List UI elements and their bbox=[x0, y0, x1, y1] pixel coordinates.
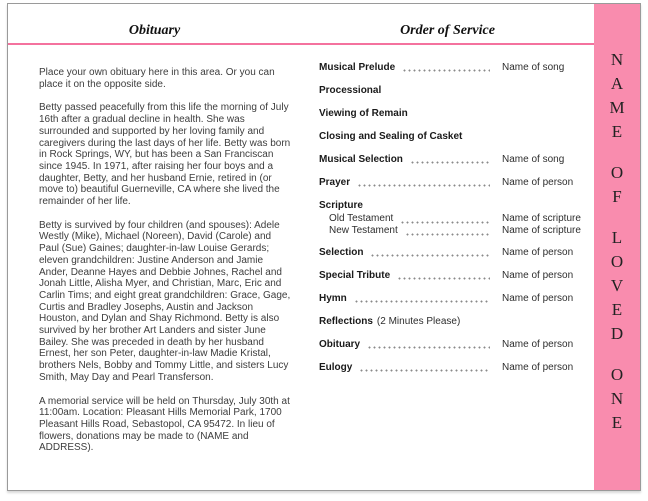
content-row bbox=[8, 45, 594, 490]
service-item-scripture-group bbox=[319, 200, 580, 237]
service-item-label: Selection bbox=[319, 247, 364, 258]
service-item-value: Name of song bbox=[502, 62, 565, 73]
banner-word: NAME bbox=[607, 50, 627, 146]
service-item-prayer bbox=[319, 177, 580, 188]
service-subitem-old-testament bbox=[319, 213, 580, 225]
service-item-value: Name of song bbox=[502, 154, 565, 165]
service-item-viewing-of-remain bbox=[319, 108, 580, 119]
order-of-service-heading: Order of Service bbox=[400, 23, 495, 38]
obituary-paragraph: Betty is survived by four children (and spouses): Adele Westly (Mike), Michael (Noreen), David (Carole) and Paul (Sue) Gaines; daughter-in-law Louise Gerards; eleven grandchildren: Justine Anderson and Jamie Ander, Deanne Hayes and Debbie Johnes, Rachel and Jonah Little, Alisha Myer, and Christian, Marc, Eric and Carlin Tims; and eight great grandchildren: Grace, Gage, Curtis and Bradley Josephs, Austin and Jackson Houston, and Dylan and Shay Richmond. Betty is also survived by her brother Art Landers and sister June Bailey. She was preceded in death by her husband Ernest, her son Peter, daughter-in-law Madie Kristal, brothers Nels, Bobby and Tommy Little, and sisters Lucy Smith, May Day and Pearl Transferson. bbox=[39, 219, 291, 383]
header-row bbox=[8, 4, 594, 45]
name-of-loved-one-banner bbox=[594, 4, 640, 490]
service-item-label: Musical Selection bbox=[319, 154, 403, 165]
dotted-leader bbox=[370, 254, 490, 257]
service-item-hymn bbox=[319, 293, 580, 304]
service-item-value: Name of person bbox=[502, 339, 574, 350]
service-item-selection bbox=[319, 247, 580, 258]
dotted-leader bbox=[400, 221, 490, 224]
program-page bbox=[7, 3, 641, 491]
service-subitem-value: Name of scripture bbox=[502, 213, 581, 224]
dotted-leader bbox=[410, 161, 490, 164]
service-item-label: Obituary bbox=[319, 339, 361, 350]
service-subitem-value: Name of scripture bbox=[502, 225, 581, 236]
service-item-label: Eulogy bbox=[319, 362, 353, 373]
service-subitem-label: Old Testament bbox=[329, 213, 394, 224]
service-subitem-label: New Testament bbox=[329, 225, 398, 236]
service-subitem-new-testament bbox=[319, 225, 580, 237]
dotted-leader bbox=[405, 233, 490, 236]
service-item-value: Name of person bbox=[502, 270, 574, 281]
service-item-label: Reflections bbox=[319, 316, 373, 327]
obituary-paragraph: Betty passed peacefully from this life the morning of July 16th after a gradual decline in health. She was surrounded and supported by her loving family and caregivers during the last days of her life. Betty was born in Rock Springs, WY, but has been a San Franciscan since 1945. In 1971, after raising her four boys and a daughter, Betty, and her husband Ernie, retired in (or move to) beautiful Guerneville, CA where she lived the remainder of her life. bbox=[39, 102, 291, 208]
service-item-musical-selection bbox=[319, 154, 580, 165]
banner-word: OF bbox=[607, 163, 627, 211]
service-item-value: Name of person bbox=[502, 247, 574, 258]
service-item-label: Closing and Sealing of Casket bbox=[319, 131, 463, 142]
service-item-label: Special Tribute bbox=[319, 270, 391, 281]
banner-word: ONE bbox=[607, 365, 627, 437]
page-main-area bbox=[8, 4, 594, 490]
dotted-leader bbox=[402, 69, 490, 72]
service-item-label: Prayer bbox=[319, 177, 351, 188]
obituary-paragraph: A memorial service will be held on Thursday, July 30th at 11:00am. Location: Pleasant Hills Memorial Park, 1700 Pleasant Hills Road, Sebastopol, CA 95472. In lieu of flowers, donations may be made to (NAME and ADDRESS). bbox=[39, 395, 290, 454]
service-item-value: Name of person bbox=[502, 362, 574, 373]
service-item-value: Name of person bbox=[502, 293, 574, 304]
service-item-label: Musical Prelude bbox=[319, 62, 396, 73]
service-item-processional bbox=[319, 85, 580, 96]
service-item-label: Processional bbox=[319, 85, 382, 96]
service-item-value: Name of person bbox=[502, 177, 574, 188]
service-item-label: Viewing of Remain bbox=[319, 108, 408, 119]
service-item-obituary bbox=[319, 339, 580, 350]
order-of-service-list bbox=[301, 45, 594, 490]
dotted-leader bbox=[397, 277, 490, 280]
dotted-leader bbox=[357, 184, 490, 187]
dotted-leader bbox=[367, 346, 490, 349]
service-item-musical-prelude bbox=[319, 62, 580, 73]
service-item-label: Hymn bbox=[319, 293, 347, 304]
service-item-special-tribute bbox=[319, 270, 580, 281]
obituary-text-block bbox=[8, 45, 301, 490]
obituary-heading: Obituary bbox=[128, 23, 181, 38]
service-item-label: Scripture bbox=[319, 200, 363, 211]
dotted-leader bbox=[359, 369, 490, 372]
service-item-note: (2 Minutes Please) bbox=[376, 316, 461, 327]
service-item-eulogy bbox=[319, 362, 580, 373]
service-item-reflections bbox=[319, 316, 580, 327]
dotted-leader bbox=[354, 300, 490, 303]
banner-word: LOVED bbox=[607, 228, 627, 348]
service-item-closing-casket bbox=[319, 131, 580, 142]
obituary-paragraph: Place your own obituary here in this area. Or you can place it on the opposite side. bbox=[39, 67, 275, 90]
